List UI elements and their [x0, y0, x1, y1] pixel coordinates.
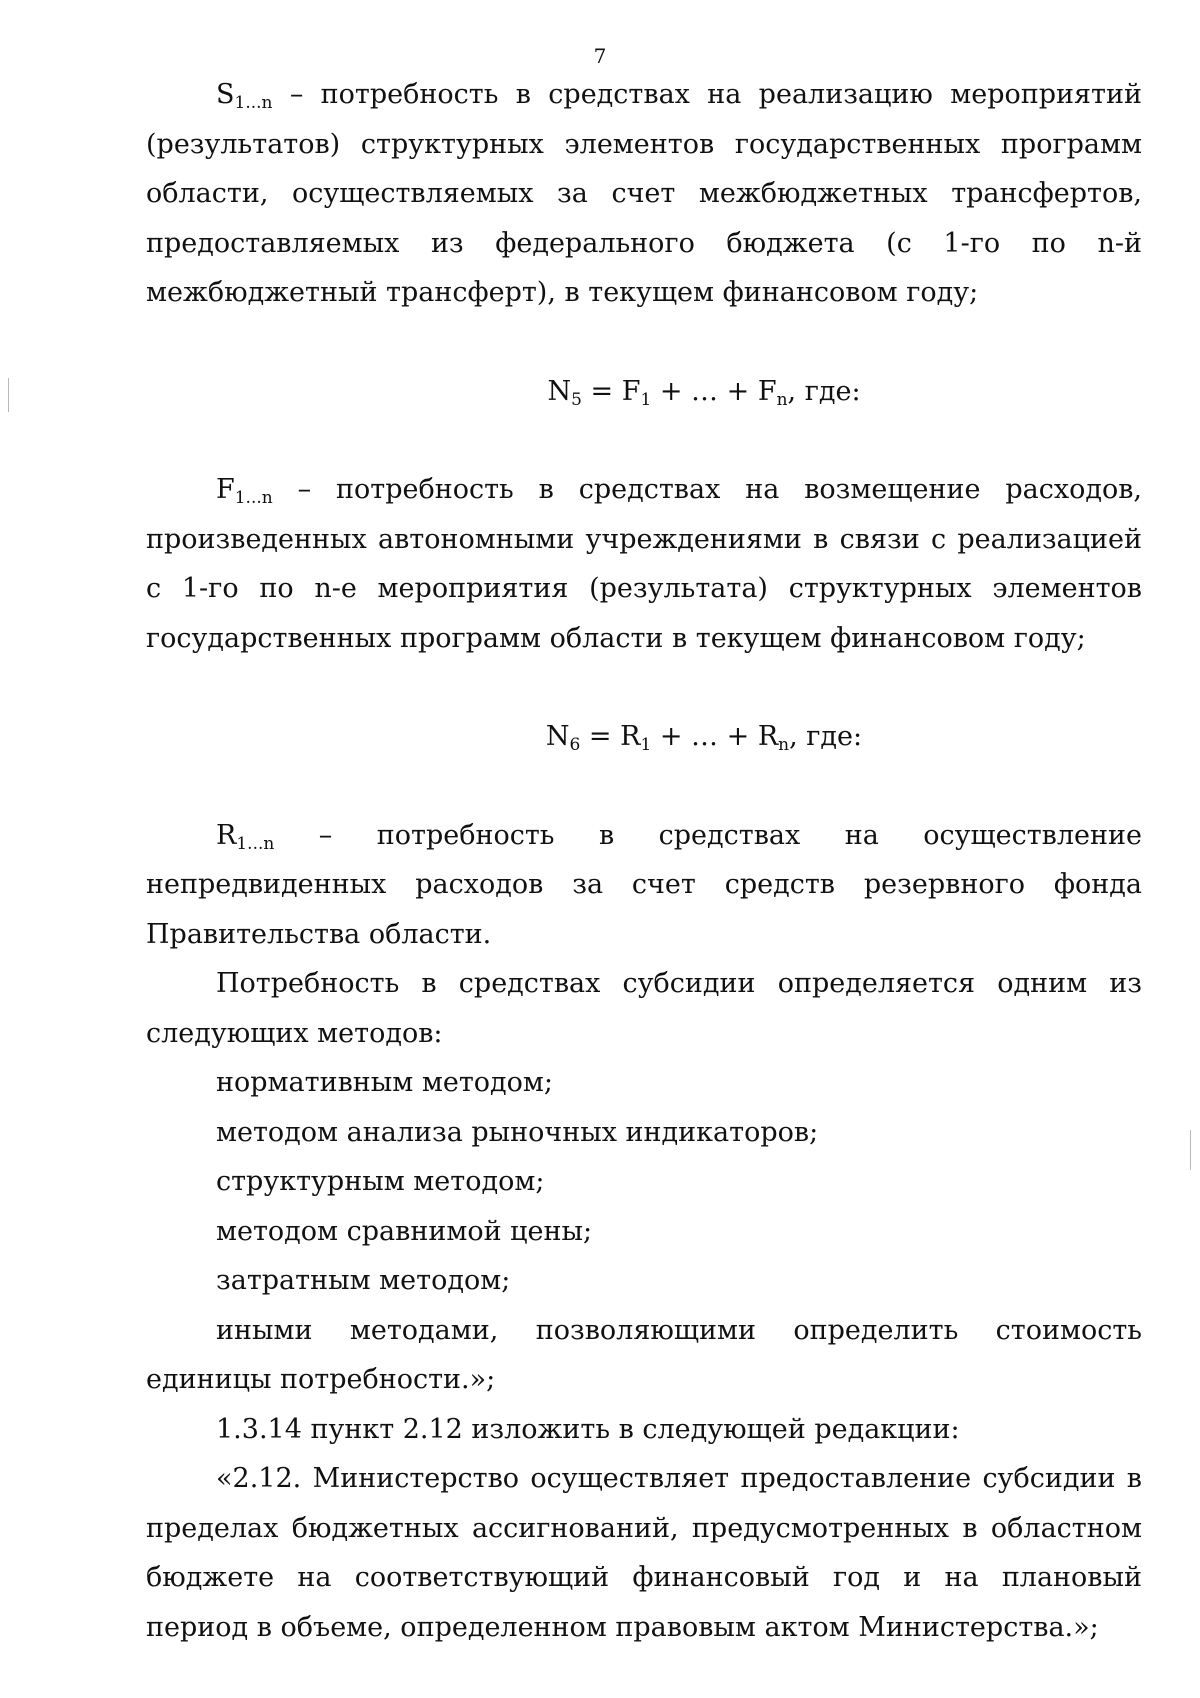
method-item-2: методом анализа рыночных индикаторов;: [216, 1116, 819, 1148]
method-item-6: иными методами, позволяющими определить стоимость единицы потребности.»;: [146, 1314, 1142, 1395]
formula-n5: [146, 367, 1142, 417]
formula-n6-mid: + … + R: [651, 721, 779, 752]
method-item-5: затратным методом;: [216, 1265, 511, 1296]
formula-n5-first: = F: [581, 375, 641, 407]
paragraph-s-text: – потребность в средствах на реализацию мероприятий (результатов) структурных элементов государственных программ области, осуществляемых за счет межбюджетных трансфертов, предоставляемых из федерального бюджета (с 1-го по n-й межбюджетный трансферт), в текущем финансовом году;: [146, 79, 1142, 308]
formula-n6-last-sub: n: [778, 735, 790, 755]
formula-n6-lhs-sub: 6: [569, 735, 581, 755]
formula-n5-tail: , где:: [787, 375, 861, 407]
formula-n5-last-sub: n: [776, 389, 788, 410]
formula-n6-lhs: N: [545, 721, 570, 752]
formula-n6-first-sub: 1: [640, 735, 652, 755]
paragraph-clause-2-12: «2.12. Министерство осуществляет предоставление субсидии в пределах бюджетных ассигнований, предусмотренных в областном бюджете на соответствующий финансовый год и на плановый период в объеме, определенном правовым актом Министерства.»;: [146, 1463, 1142, 1643]
formula-n6: [146, 712, 1142, 762]
paragraph-r-definition: [146, 811, 1142, 960]
paragraph-s-definition: [146, 70, 1142, 318]
formula-n5-lhs-sub: 5: [571, 389, 582, 410]
paragraph-f-definition: [146, 465, 1142, 663]
symbol-s-subscript: 1...n: [234, 93, 273, 113]
page-number: 7: [593, 44, 607, 68]
right-scan-edge: [1190, 1130, 1191, 1170]
formula-n6-first: = R: [580, 721, 641, 752]
paragraph-f-text: – потребность в средствах на возмещение расходов, произведенных автономными учреждениями в связи с реализацией с 1-го по n-е мероприятия (результата) структурных элементов государственных программ области в текущем финансовом году;: [146, 474, 1142, 654]
paragraph-amendment-heading: 1.3.14 пункт 2.12 изложить в следующей редакции:: [216, 1413, 960, 1445]
method-item-4: методом сравнимой цены;: [216, 1215, 593, 1247]
symbol-f-subscript: 1...n: [234, 488, 273, 508]
formula-n5-lhs: N: [547, 375, 572, 407]
method-item-3: структурным методом;: [216, 1166, 545, 1197]
method-item-1: нормативным методом;: [216, 1067, 553, 1098]
formula-n6-tail: , где:: [789, 721, 863, 752]
symbol-r-subscript: 1...n: [236, 833, 275, 854]
formula-n5-mid: + … + F: [651, 375, 777, 407]
document-body: [146, 70, 1142, 1652]
symbol-f: F: [216, 474, 235, 505]
paragraph-methods-intro: Потребность в средствах субсидии определяется одним из следующих методов:: [146, 968, 1142, 1049]
left-scan-edge: [8, 378, 9, 412]
formula-n5-first-sub: 1: [640, 389, 652, 410]
symbol-s: S: [216, 79, 235, 110]
symbol-r: R: [216, 819, 237, 851]
paragraph-r-text: – потребность в средствах на осуществление непредвиденных расходов за счет средств резервного фонда Правительства области.: [146, 819, 1142, 950]
